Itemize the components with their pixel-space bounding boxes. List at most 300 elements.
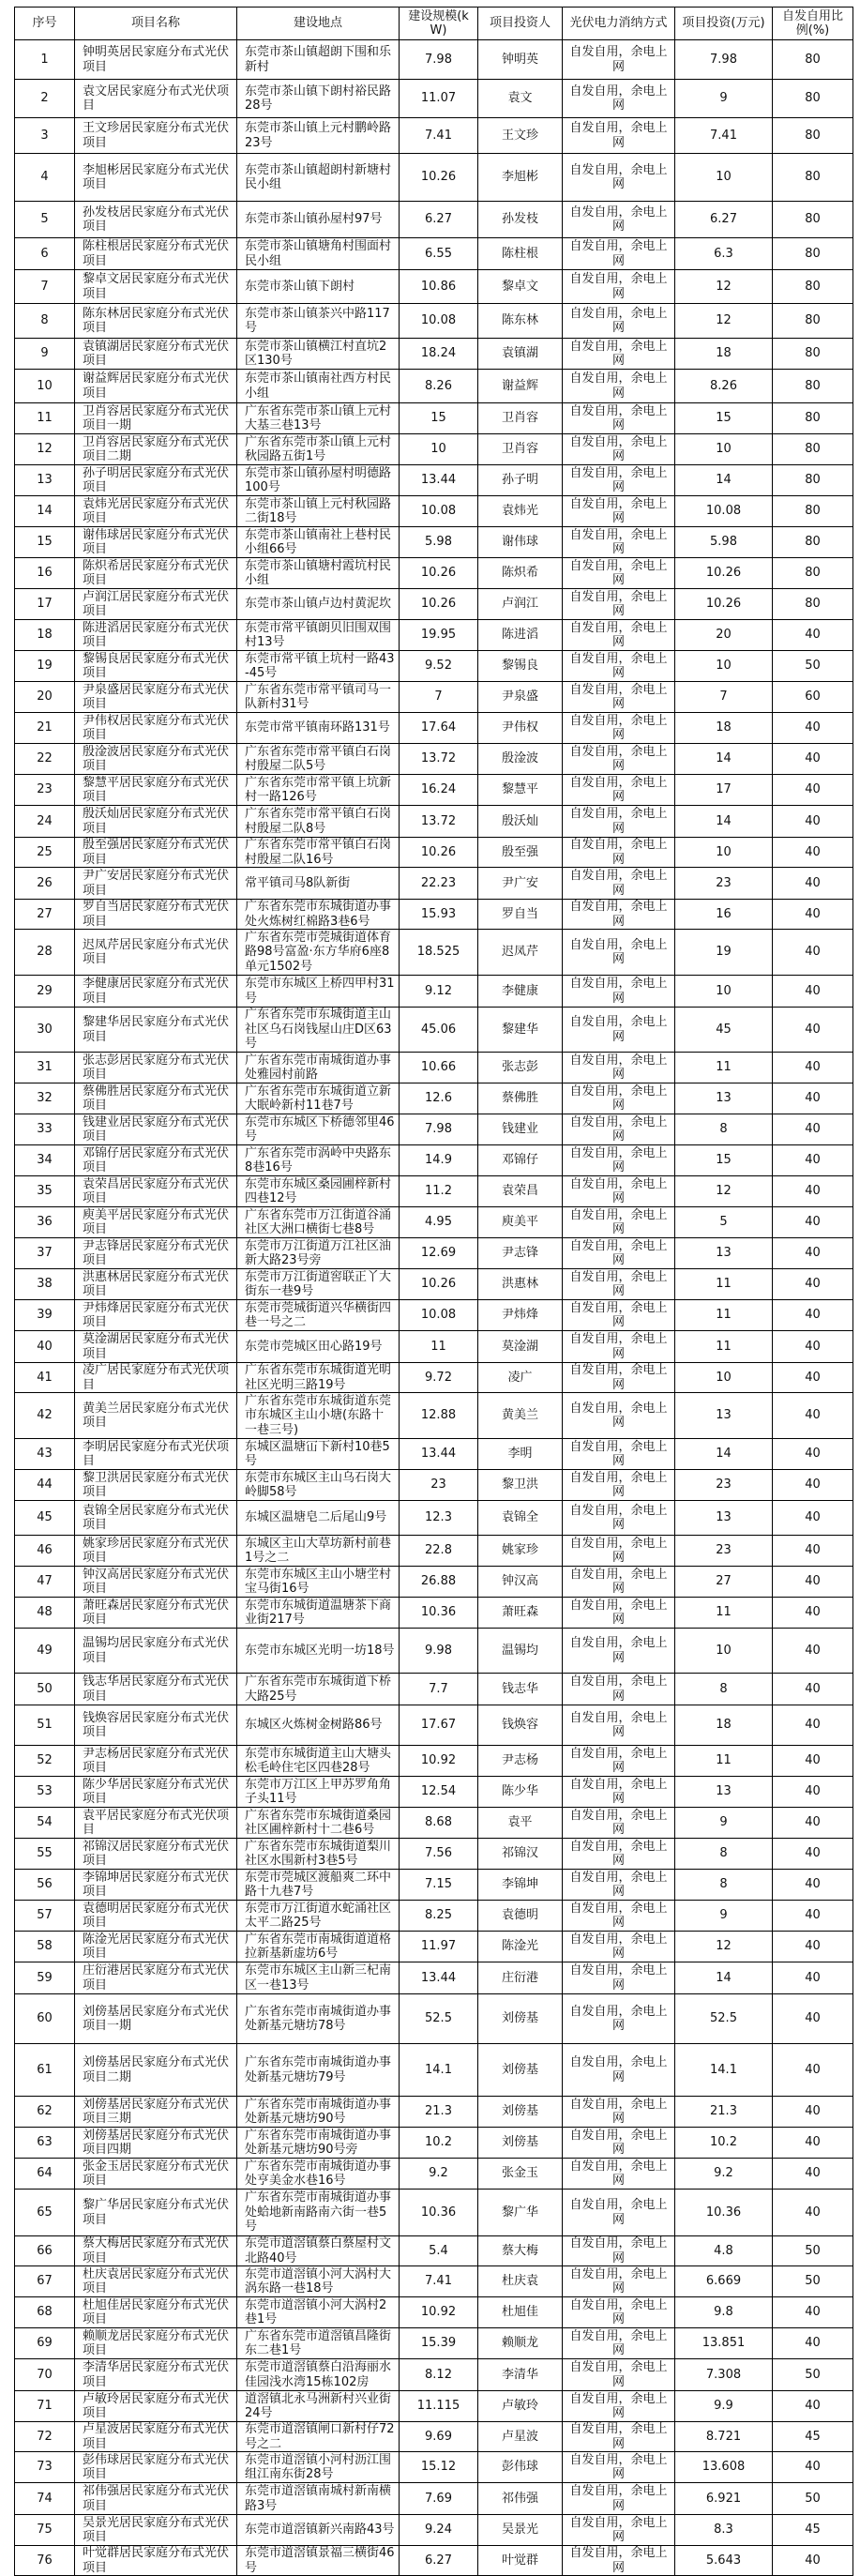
- cell-index: 74: [15, 2483, 75, 2515]
- cell-capacity: 10.26: [400, 589, 478, 620]
- cell-capacity: 11.2: [400, 1176, 478, 1207]
- cell-investor: 谢益辉: [478, 370, 563, 403]
- cell-self-use-ratio: 40: [773, 1536, 853, 1567]
- table-row: [15, 1777, 853, 1808]
- cell-capacity: 10.92: [400, 2297, 478, 2328]
- cell-index: 55: [15, 1839, 75, 1870]
- table-row: [15, 2422, 853, 2452]
- cell-index: 42: [15, 1393, 75, 1439]
- cell-investment: 11: [675, 1331, 773, 1363]
- cell-investment: 7.41: [675, 118, 773, 154]
- table-row: [15, 2328, 853, 2359]
- cell-self-use-ratio: 50: [773, 651, 853, 682]
- cell-location: 广东省东莞市东城街道桑园社区圃梓新村十二巷6号: [237, 1808, 400, 1839]
- cell-location: 东莞市茶山镇横江村直坑2区130号: [237, 339, 400, 370]
- cell-self-use-ratio: 40: [773, 1470, 853, 1501]
- cell-index: 32: [15, 1083, 75, 1114]
- cell-self-use-ratio: 40: [773, 1363, 853, 1393]
- cell-capacity: 7: [400, 682, 478, 713]
- cell-investment: 23: [675, 1470, 773, 1501]
- table-row: [15, 238, 853, 270]
- table-row: [15, 930, 853, 976]
- cell-investment: 8: [675, 1839, 773, 1870]
- cell-location: 广东省东莞市涡岭中央路东8巷16号: [237, 1145, 400, 1176]
- table-row: [15, 744, 853, 775]
- cell-consumption-mode: 自发自用，余电上网: [563, 900, 675, 930]
- cell-self-use-ratio: 40: [773, 1008, 853, 1053]
- cell-investment: 8: [675, 1870, 773, 1901]
- cell-self-use-ratio: 40: [773, 1207, 853, 1238]
- cell-project-name: 袁平居民家庭分布式光伏项目: [75, 1808, 237, 1839]
- cell-investment: 6.921: [675, 2483, 773, 2515]
- cell-project-name: 张志彭居民家庭分布式光伏项目: [75, 1053, 237, 1083]
- cell-index: 19: [15, 651, 75, 682]
- cell-consumption-mode: 自发自用，余电上网: [563, 2422, 675, 2452]
- table-row: [15, 2128, 853, 2159]
- table-row: [15, 1145, 853, 1176]
- cell-location: 广东省东莞市东城街道光明社区光明三路19号: [237, 1363, 400, 1393]
- cell-self-use-ratio: 40: [773, 775, 853, 806]
- cell-consumption-mode: 自发自用，余电上网: [563, 1839, 675, 1870]
- cell-project-name: 钱志华居民家庭分布式光伏项目: [75, 1674, 237, 1705]
- cell-project-name: 袁锦全居民家庭分布式光伏项目: [75, 1501, 237, 1536]
- cell-index: 69: [15, 2328, 75, 2359]
- cell-capacity: 52.5: [400, 1994, 478, 2044]
- cell-consumption-mode: 自发自用，余电上网: [563, 2546, 675, 2576]
- cell-project-name: 洪惠林居民家庭分布式光伏项目: [75, 1269, 237, 1300]
- cell-consumption-mode: 自发自用，余电上网: [563, 2128, 675, 2159]
- cell-investment: 10.26: [675, 558, 773, 589]
- cell-location: 东莞市道滘镇小河大涡村2巷1号: [237, 2297, 400, 2328]
- cell-consumption-mode: 自发自用，余电上网: [563, 651, 675, 682]
- cell-location: 东莞市东城区上桥四甲村31号: [237, 976, 400, 1008]
- cell-location: 广东省东莞市道滘镇昌隆街东二巷1号: [237, 2328, 400, 2359]
- cell-investor: 陈进滔: [478, 620, 563, 651]
- cell-consumption-mode: 自发自用，余电上网: [563, 2452, 675, 2483]
- cell-consumption-mode: 自发自用，余电上网: [563, 1598, 675, 1629]
- cell-project-name: 杜旭佳居民家庭分布式光伏项目: [75, 2297, 237, 2328]
- cell-index: 44: [15, 1470, 75, 1501]
- cell-location: 东莞市万江街道窖联正丫大街东一巷9号: [237, 1269, 400, 1300]
- cell-consumption-mode: 自发自用，余电上网: [563, 2159, 675, 2190]
- cell-investor: 李清华: [478, 2359, 563, 2391]
- cell-capacity: 45.06: [400, 1008, 478, 1053]
- cell-project-name: 尹志锋居民家庭分布式光伏项目: [75, 1238, 237, 1269]
- cell-self-use-ratio: 40: [773, 1808, 853, 1839]
- cell-consumption-mode: 自发自用，余电上网: [563, 620, 675, 651]
- cell-location: 广东省东莞市东城街道主山社区乌石岗钱屋山庄D区63号: [237, 1008, 400, 1053]
- table-row: [15, 2515, 853, 2546]
- cell-consumption-mode: 自发自用，余电上网: [563, 370, 675, 403]
- cell-self-use-ratio: 80: [773, 118, 853, 154]
- cell-project-name: 温锡均居民家庭分布式光伏项目: [75, 1629, 237, 1674]
- cell-self-use-ratio: 45: [773, 2515, 853, 2546]
- cell-investor: 蔡佛胜: [478, 1083, 563, 1114]
- cell-project-name: 卢润江居民家庭分布式光伏项目: [75, 589, 237, 620]
- cell-capacity: 10.26: [400, 1269, 478, 1300]
- cell-investor: 庾美平: [478, 1207, 563, 1238]
- cell-consumption-mode: 自发自用，余电上网: [563, 1269, 675, 1300]
- table-row: [15, 1932, 853, 1962]
- cell-index: 17: [15, 589, 75, 620]
- cell-project-name: 袁荣昌居民家庭分布式光伏项目: [75, 1176, 237, 1207]
- cell-index: 28: [15, 930, 75, 976]
- cell-project-name: 叶觉群居民家庭分布式光伏项目: [75, 2546, 237, 2576]
- cell-self-use-ratio: 80: [773, 270, 853, 304]
- cell-project-name: 卫肖容居民家庭分布式光伏项目二期: [75, 434, 237, 465]
- cell-capacity: 22.23: [400, 868, 478, 900]
- cell-investor: 杜庆袁: [478, 2266, 563, 2297]
- cell-consumption-mode: 自发自用，余电上网: [563, 1008, 675, 1053]
- cell-index: 72: [15, 2422, 75, 2452]
- cell-investor: 黎锡良: [478, 651, 563, 682]
- table-body: [15, 40, 853, 2576]
- cell-capacity: 13.72: [400, 806, 478, 838]
- table-row: [15, 976, 853, 1008]
- table-row: [15, 434, 853, 465]
- cell-investment: 14: [675, 465, 773, 496]
- table-row: [15, 270, 853, 304]
- cell-index: 68: [15, 2297, 75, 2328]
- cell-investor: 陈东林: [478, 304, 563, 339]
- cell-project-name: 卢敏玲居民家庭分布式光伏项目: [75, 2391, 237, 2422]
- cell-capacity: 15.93: [400, 900, 478, 930]
- cell-location: 广东省东莞市南城街道办事处亨美金水巷16号: [237, 2159, 400, 2190]
- cell-project-name: 吴景光居民家庭分布式光伏项目: [75, 2515, 237, 2546]
- cell-investment: 8: [675, 1114, 773, 1145]
- cell-project-name: 袁文居民家庭分布式光伏项目: [75, 80, 237, 118]
- cell-investment: 11: [675, 1053, 773, 1083]
- cell-investment: 11: [675, 1269, 773, 1300]
- cell-location: 广东省东莞市南城街道办事处雅园村前路: [237, 1053, 400, 1083]
- cell-capacity: 10.36: [400, 1598, 478, 1629]
- cell-index: 31: [15, 1053, 75, 1083]
- cell-location: 广东省东莞市南城街道办事处蛤地新南路南六街一巷5号: [237, 2190, 400, 2236]
- table-row: [15, 1994, 853, 2044]
- cell-index: 41: [15, 1363, 75, 1393]
- cell-location: 东莞市茶山镇超朗下围和乐新村: [237, 40, 400, 80]
- cell-investor: 卫肖容: [478, 434, 563, 465]
- cell-consumption-mode: 自发自用，余电上网: [563, 40, 675, 80]
- cell-index: 43: [15, 1439, 75, 1470]
- cell-index: 34: [15, 1145, 75, 1176]
- table-row: [15, 838, 853, 868]
- cell-capacity: 4.95: [400, 1207, 478, 1238]
- cell-location: 广东省东莞市东城街道下桥大路25号: [237, 1674, 400, 1705]
- table-row: [15, 2391, 853, 2422]
- cell-investor: 袁炜光: [478, 496, 563, 527]
- cell-project-name: 黄美兰居民家庭分布式光伏项目: [75, 1393, 237, 1439]
- cell-capacity: 10.26: [400, 558, 478, 589]
- cell-capacity: 10.86: [400, 270, 478, 304]
- cell-consumption-mode: 自发自用，余电上网: [563, 713, 675, 744]
- cell-index: 59: [15, 1962, 75, 1994]
- cell-project-name: 尹炜烽居民家庭分布式光伏项目: [75, 1300, 237, 1331]
- cell-investor: 萧旺森: [478, 1598, 563, 1629]
- cell-capacity: 10.08: [400, 1300, 478, 1331]
- cell-investment: 13.851: [675, 2328, 773, 2359]
- cell-location: 东莞市万江区上甲苏罗角角子头11号: [237, 1777, 400, 1808]
- cell-index: 70: [15, 2359, 75, 2391]
- table-row: [15, 1901, 853, 1932]
- cell-capacity: 18.24: [400, 339, 478, 370]
- table-row: [15, 682, 853, 713]
- table-row: [15, 40, 853, 80]
- cell-location: 广东省东莞市万江街道谷涌社区大洲口横街七巷8号: [237, 1207, 400, 1238]
- table-row: [15, 118, 853, 154]
- cell-location: 东莞市东城区光明一坊18号: [237, 1629, 400, 1674]
- cell-capacity: 12.3: [400, 1501, 478, 1536]
- cell-investor: 叶觉群: [478, 2546, 563, 2576]
- cell-location: 东莞市茶山镇塘角村围面村民小组: [237, 238, 400, 270]
- cell-index: 47: [15, 1567, 75, 1598]
- cell-capacity: 13.44: [400, 1962, 478, 1994]
- cell-investment: 18: [675, 339, 773, 370]
- cell-investment: 18: [675, 1705, 773, 1746]
- table-row: [15, 1705, 853, 1746]
- cell-index: 12: [15, 434, 75, 465]
- cell-index: 56: [15, 1870, 75, 1901]
- cell-investor: 袁德明: [478, 1901, 563, 1932]
- cell-capacity: 7.98: [400, 1114, 478, 1145]
- table-row: [15, 2452, 853, 2483]
- cell-self-use-ratio: 40: [773, 1705, 853, 1746]
- cell-self-use-ratio: 80: [773, 558, 853, 589]
- cell-investor: 凌广: [478, 1363, 563, 1393]
- cell-index: 2: [15, 80, 75, 118]
- table-row: [15, 2546, 853, 2576]
- cell-consumption-mode: 自发自用，余电上网: [563, 744, 675, 775]
- table-row: [15, 1839, 853, 1870]
- cell-index: 1: [15, 40, 75, 80]
- cell-consumption-mode: 自发自用，余电上网: [563, 465, 675, 496]
- cell-investor: 洪惠林: [478, 1269, 563, 1300]
- cell-index: 66: [15, 2236, 75, 2266]
- cell-location: 东莞市茶山镇下朗村裕民路28号: [237, 80, 400, 118]
- cell-consumption-mode: 自发自用，余电上网: [563, 2359, 675, 2391]
- cell-investment: 20: [675, 620, 773, 651]
- cell-consumption-mode: 自发自用，余电上网: [563, 1083, 675, 1114]
- cell-self-use-ratio: 40: [773, 744, 853, 775]
- table-row: [15, 1393, 853, 1439]
- cell-index: 49: [15, 1629, 75, 1674]
- table-row: [15, 1439, 853, 1470]
- cell-index: 20: [15, 682, 75, 713]
- cell-investment: 6.669: [675, 2266, 773, 2297]
- cell-project-name: 王文珍居民家庭分布式光伏项目: [75, 118, 237, 154]
- cell-project-name: 赖顺龙居民家庭分布式光伏项目: [75, 2328, 237, 2359]
- cell-project-name: 莫淦湖居民家庭分布式光伏项目: [75, 1331, 237, 1363]
- cell-index: 76: [15, 2546, 75, 2576]
- header-index: 序号: [15, 8, 75, 40]
- cell-consumption-mode: 自发自用，余电上网: [563, 1777, 675, 1808]
- cell-investment: 14: [675, 1439, 773, 1470]
- cell-self-use-ratio: 40: [773, 1393, 853, 1439]
- cell-project-name: 李健康居民家庭分布式光伏项目: [75, 976, 237, 1008]
- cell-index: 3: [15, 118, 75, 154]
- cell-project-name: 黎卫洪居民家庭分布式光伏项目: [75, 1470, 237, 1501]
- cell-project-name: 庾美平居民家庭分布式光伏项目: [75, 1207, 237, 1238]
- cell-location: 广东省东莞市茶山镇上元村秋园路五街1号: [237, 434, 400, 465]
- cell-investor: 袁锦全: [478, 1501, 563, 1536]
- cell-project-name: 黎锡良居民家庭分布式光伏项目: [75, 651, 237, 682]
- cell-consumption-mode: 自发自用，余电上网: [563, 270, 675, 304]
- cell-investor: 莫淦湖: [478, 1331, 563, 1363]
- cell-capacity: 11.115: [400, 2391, 478, 2422]
- cell-consumption-mode: 自发自用，余电上网: [563, 558, 675, 589]
- cell-consumption-mode: 自发自用，余电上网: [563, 1053, 675, 1083]
- cell-location: 广东省东莞市东城街道梨川社区水围新村3巷5号: [237, 1839, 400, 1870]
- cell-consumption-mode: 自发自用，余电上网: [563, 527, 675, 558]
- cell-self-use-ratio: 40: [773, 1300, 853, 1331]
- cell-location: 东莞市茶山镇上元村秋园路二街18号: [237, 496, 400, 527]
- cell-consumption-mode: 自发自用，余电上网: [563, 2328, 675, 2359]
- cell-self-use-ratio: 80: [773, 434, 853, 465]
- cell-self-use-ratio: 40: [773, 1331, 853, 1363]
- cell-project-name: 黎建华居民家庭分布式光伏项目: [75, 1008, 237, 1053]
- cell-location: 常平镇司马8队新街: [237, 868, 400, 900]
- cell-investor: 尹伟权: [478, 713, 563, 744]
- cell-consumption-mode: 自发自用，余电上网: [563, 1439, 675, 1470]
- cell-location: 广东省东莞市常平镇白石岗村殷屋二队8号: [237, 806, 400, 838]
- cell-capacity: 14.9: [400, 1145, 478, 1176]
- cell-investment: 12: [675, 304, 773, 339]
- cell-location: 东莞市道滘镇景福三横街46号: [237, 2546, 400, 2576]
- cell-project-name: 黎广华居民家庭分布式光伏项目: [75, 2190, 237, 2236]
- cell-consumption-mode: 自发自用，余电上网: [563, 496, 675, 527]
- cell-location: 东莞市莞城区田心路19号: [237, 1331, 400, 1363]
- cell-consumption-mode: 自发自用，余电上网: [563, 1629, 675, 1674]
- cell-capacity: 13.44: [400, 465, 478, 496]
- cell-project-name: 刘傍基居民家庭分布式光伏项目二期: [75, 2044, 237, 2097]
- cell-investor: 李健康: [478, 976, 563, 1008]
- table-row: [15, 1300, 853, 1331]
- cell-investor: 袁文: [478, 80, 563, 118]
- cell-self-use-ratio: 40: [773, 1870, 853, 1901]
- cell-project-name: 庄衍港居民家庭分布式光伏项目: [75, 1962, 237, 1994]
- cell-self-use-ratio: 80: [773, 304, 853, 339]
- cell-project-name: 萧旺森居民家庭分布式光伏项目: [75, 1598, 237, 1629]
- cell-capacity: 17.64: [400, 713, 478, 744]
- cell-investment: 10.08: [675, 496, 773, 527]
- cell-index: 14: [15, 496, 75, 527]
- cell-self-use-ratio: 40: [773, 1176, 853, 1207]
- cell-investment: 15: [675, 403, 773, 434]
- table-row: [15, 1053, 853, 1083]
- cell-project-name: 袁德明居民家庭分布式光伏项目: [75, 1901, 237, 1932]
- cell-investor: 罗自当: [478, 900, 563, 930]
- cell-capacity: 17.67: [400, 1705, 478, 1746]
- cell-self-use-ratio: 50: [773, 2359, 853, 2391]
- cell-project-name: 陈柱根居民家庭分布式光伏项目: [75, 238, 237, 270]
- cell-investor: 尹志杨: [478, 1746, 563, 1777]
- header-self-use-ratio: 自发自用比例(%): [773, 8, 853, 40]
- cell-investment: 4.8: [675, 2236, 773, 2266]
- cell-consumption-mode: 自发自用，余电上网: [563, 2044, 675, 2097]
- cell-location: 东城区主山大草坊新村前巷1号之二: [237, 1536, 400, 1567]
- cell-investor: 刘傍基: [478, 2128, 563, 2159]
- cell-project-name: 李锦坤居民家庭分布式光伏项目: [75, 1870, 237, 1901]
- cell-self-use-ratio: 40: [773, 2297, 853, 2328]
- cell-self-use-ratio: 40: [773, 2159, 853, 2190]
- cell-self-use-ratio: 40: [773, 1962, 853, 1994]
- cell-investor: 殷至强: [478, 838, 563, 868]
- cell-investment: 13: [675, 1777, 773, 1808]
- cell-self-use-ratio: 80: [773, 527, 853, 558]
- cell-project-name: 祁伟强居民家庭分布式光伏项目: [75, 2483, 237, 2515]
- header-investment: 项目投资(万元): [675, 8, 773, 40]
- cell-index: 71: [15, 2391, 75, 2422]
- cell-self-use-ratio: 45: [773, 2422, 853, 2452]
- cell-consumption-mode: 自发自用，余电上网: [563, 118, 675, 154]
- cell-project-name: 尹泉盛居民家庭分布式光伏项目: [75, 682, 237, 713]
- cell-self-use-ratio: 50: [773, 2266, 853, 2297]
- cell-consumption-mode: 自发自用，余电上网: [563, 1393, 675, 1439]
- cell-project-name: 黎慧平居民家庭分布式光伏项目: [75, 775, 237, 806]
- cell-project-name: 李明居民家庭分布式光伏项目: [75, 1439, 237, 1470]
- cell-investment: 7.308: [675, 2359, 773, 2391]
- cell-consumption-mode: 自发自用，余电上网: [563, 1470, 675, 1501]
- table-row: [15, 1567, 853, 1598]
- cell-index: 54: [15, 1808, 75, 1839]
- cell-project-name: 卢星波居民家庭分布式光伏项目: [75, 2422, 237, 2452]
- cell-consumption-mode: 自发自用，余电上网: [563, 80, 675, 118]
- cell-location: 东莞市道滘镇蔡白蔡屋村文北路40号: [237, 2236, 400, 2266]
- cell-index: 57: [15, 1901, 75, 1932]
- cell-consumption-mode: 自发自用，余电上网: [563, 2483, 675, 2515]
- cell-self-use-ratio: 40: [773, 2391, 853, 2422]
- cell-location: 东莞市东城街道主山大塘头松毛岭住宅区四巷28号: [237, 1746, 400, 1777]
- cell-capacity: 12.88: [400, 1393, 478, 1439]
- cell-index: 29: [15, 976, 75, 1008]
- cell-self-use-ratio: 40: [773, 868, 853, 900]
- cell-self-use-ratio: 40: [773, 2190, 853, 2236]
- cell-investment: 9.8: [675, 2297, 773, 2328]
- table-row: [15, 1674, 853, 1705]
- cell-self-use-ratio: 40: [773, 806, 853, 838]
- cell-location: 广东省东莞市南城街道办事处新基元塘坊79号: [237, 2044, 400, 2097]
- cell-self-use-ratio: 40: [773, 1674, 853, 1705]
- header-consumption-mode: 光伏电力消纳方式: [563, 8, 675, 40]
- cell-self-use-ratio: 40: [773, 1598, 853, 1629]
- cell-investor: 袁荣昌: [478, 1176, 563, 1207]
- cell-location: 广东省东莞市南城街道办事处新基元塘坊78号: [237, 1994, 400, 2044]
- cell-investment: 10: [675, 1363, 773, 1393]
- cell-investment: 7.98: [675, 40, 773, 80]
- cell-index: 38: [15, 1269, 75, 1300]
- cell-index: 45: [15, 1501, 75, 1536]
- cell-self-use-ratio: 40: [773, 1746, 853, 1777]
- cell-investor: 陈少华: [478, 1777, 563, 1808]
- table-row: [15, 1083, 853, 1114]
- cell-investment: 10.36: [675, 2190, 773, 2236]
- cell-project-name: 孙发枝居民家庭分布式光伏项目: [75, 202, 237, 238]
- cell-capacity: 8.25: [400, 1901, 478, 1932]
- cell-location: 东莞市道滘镇闸口新村仔72号之二: [237, 2422, 400, 2452]
- cell-project-name: 祁锦汉居民家庭分布式光伏项目: [75, 1839, 237, 1870]
- cell-self-use-ratio: 80: [773, 40, 853, 80]
- cell-project-name: 陈少华居民家庭分布式光伏项目: [75, 1777, 237, 1808]
- cell-investor: 黄美兰: [478, 1393, 563, 1439]
- cell-self-use-ratio: 40: [773, 1083, 853, 1114]
- cell-consumption-mode: 自发自用，余电上网: [563, 1176, 675, 1207]
- cell-project-name: 李旭彬居民家庭分布式光伏项目: [75, 154, 237, 202]
- cell-capacity: 5.4: [400, 2236, 478, 2266]
- cell-index: 33: [15, 1114, 75, 1145]
- cell-investment: 21.3: [675, 2097, 773, 2128]
- cell-self-use-ratio: 50: [773, 2483, 853, 2515]
- cell-self-use-ratio: 40: [773, 976, 853, 1008]
